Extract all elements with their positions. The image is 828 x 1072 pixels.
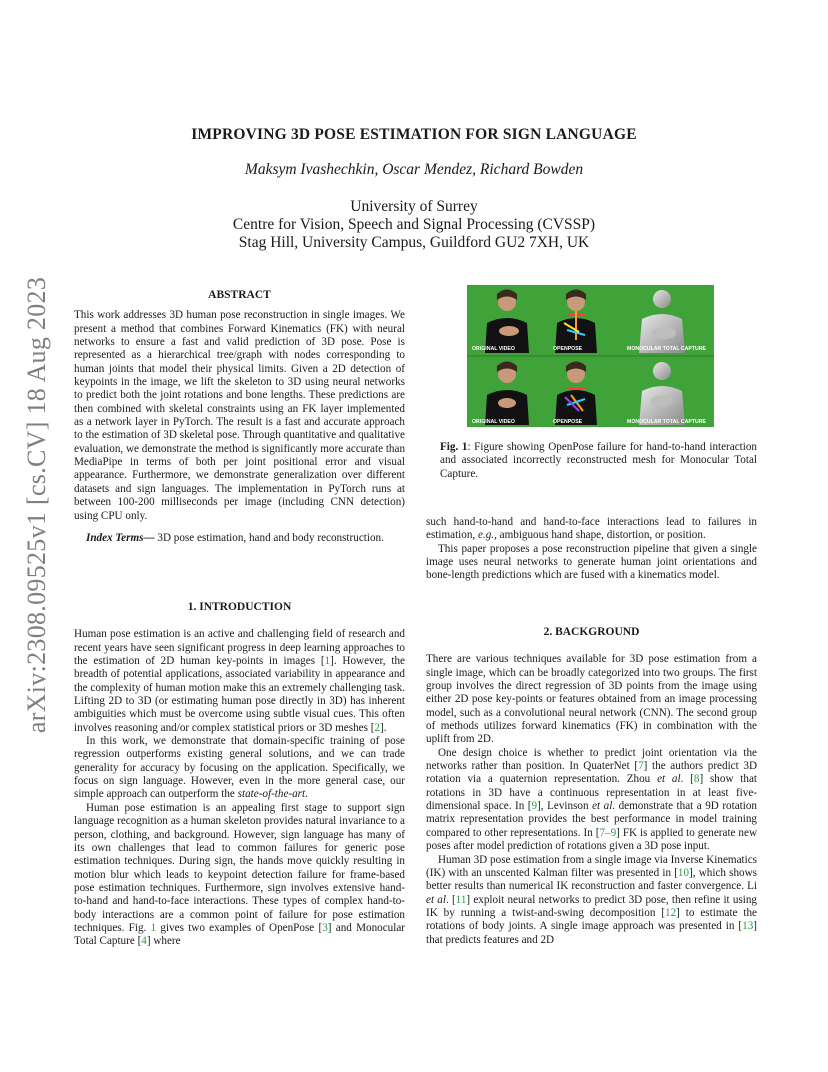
text-run: such hand-to-hand and hand-to-face interactions lead to failures in estimation, [426,516,757,542]
text-run: ]. However, the breadth of potential applications, associated variability in appearance and the complexity of human motion make this an extremely challenging task. Lifting 2D to 3D (or estimating human pose directly in 3D) has inherent ambiguities which must be overcome using subtle visual cues. This often involves reasoning and/or complex statistical priors or 3D meshes [ [74,655,405,734]
abstract-text: This work addresses 3D human pose reconstruction in single images. We present a method that combines Forward Kinematics (FK) with neural networks to ensure a fast and valid prediction of 3D pose. Pose is represented as a hierarchical tree/graph with nodes corresponding to human joints that model their physical limits. Given a 2D detection of keypoints in the image, we lift the skeleton to 3D using neural networks to predict both the joint rotations and bone lengths. These predictions are then combined with skeletal constraints using an FK layer implemented as a network layer in PyTorch. The result is a fast and accurate approach to the estimation of 3D skeletal pose. Through quantitative and qualitative evaluation, we demonstrate the method is significantly more accurate than MediaPipe in terms of both per joint positional error and visual appearance. Furthermore, we demonstrate generalization over different datasets and sign languages. The implementation in PyTorch runs at between 100-200 milliseconds per image (including CNN detection) using CPU only. [74,309,406,522]
text-run: Human pose estimation is an appealing first stage to support sign language recognition as a human skeleton provides natural invariance to a person, clothing, and background. However, sign language has many of its own challenges that lead to common failures for generic pose estimation techniques. During sign, the hands move quickly resulting in motion blur which leads to keypoint detection failure for frame-based pose estimation techniques. Furthermore, sign involves extensive hand-to-hand and hand-to-face interactions. These types of complex hand-to-body interactions are a common point of failure for pose estimation techniques. Fig. [74,801,405,934]
text-run: ] the authors predict 3D rotation via a quaternion representation. Zhou [426,760,757,786]
intro-paragraph [74,628,405,735]
text-run: One design choice is whether to predict joint orientation via the networks rather than position. In QuaterNet [ [426,746,757,773]
body-paragraph: This paper proposes a pose reconstruction pipeline that given a single image uses neural networks to generate human joint orientations and bone-length predictions which are fused with a kinematics model. [426,542,757,582]
text-run: ] exploit neural networks to predict 3D pose, then refine it using IK by running a twist-and-swing decomposition [ [426,893,758,919]
emphasis: et al [657,773,681,786]
figure-caption [440,441,757,481]
background-paragraph [426,747,757,854]
figure-1 [467,285,714,427]
background-section [426,626,757,947]
index-terms-label: Index Terms— [86,531,155,544]
abstract-heading: ABSTRACT [208,289,271,301]
label-openpose: OPENPOSE [553,346,583,352]
emphasis: et al [426,893,446,906]
label-monocular-total-capture: MONOCULAR TOTAL CAPTURE [627,346,706,352]
index-terms [74,532,405,545]
citation-link[interactable]: 4 [141,935,147,948]
text-run: . [ [680,773,694,786]
text-run: Human 3D pose estimation from a single image via Inverse Kinematics (IK) with an unscented Kalman filter was presented in [ [426,853,757,879]
citation-link[interactable]: 2 [374,721,380,734]
citation-link[interactable]: 8 [693,773,700,786]
citation-link[interactable]: 7 [638,760,644,773]
text-run: ] to estimate the rotations of body joints. A single image approach was presented in [ [426,906,757,933]
background-paragraph: There are various techniques available for 3D pose estimation from a single image, which can be broadly categorized into two groups. The first group involves the direct regression of 3D points from the image using either 2D pose key-points or features obtained from an image processing model, such as a convolutional neural network (CNN). The second group of methods utilizes forward kinematics (FK) in combination with the uplift from 2D. [426,653,757,746]
label-monocular-total-capture: MONOCULAR TOTAL CAPTURE [627,419,706,425]
citation-link[interactable]: 11 [455,893,467,906]
citation-link[interactable]: 10 [677,866,690,879]
affiliation [0,198,828,252]
text-run: . [ [445,893,456,906]
index-terms-text: 3D pose estimation, hand and body reconstruction. [154,531,384,544]
emphasis: et al [592,800,613,813]
text-run: ] that predicts features and 2D [426,920,757,946]
body-paragraph [426,516,757,543]
emphasis: e.g., [477,529,497,542]
right-column-top [426,516,757,583]
citation-link[interactable]: 12 [665,906,677,919]
emphasis: state-of-the-art [237,788,306,801]
text-run: . [305,788,308,801]
citation-link[interactable]: 9 [531,800,538,813]
affiliation-line: Stag Hill, University Campus, Guildford GU2 7XH, UK [238,234,590,251]
abstract-section [74,289,405,545]
text-run: ], which shows better results than numerical IK reconstruction and faster convergence. Li [426,866,757,893]
text-run: In this work, we demonstrate that domain-specific training of pose regression outperforms existing general solutions, and we can trade generality for accuracy by focusing on the application. Specifically, we focus on sign language. However, even in the more general case, our simple approach can outperform the [74,735,405,801]
text-run: ], Levinson [537,800,593,813]
intro-paragraph [74,802,405,949]
background-heading: 2. BACKGROUND [543,626,640,638]
citation-link[interactable]: 7–9 [599,826,617,839]
paper-title: IMPROVING 3D POSE ESTIMATION FOR SIGN LANGUAGE [191,126,637,143]
text-run: ]. [380,721,387,734]
figure-image [467,285,714,427]
text-run: ] show that rotations in 3D have a continuous representation in at least five-dimensional space. In [ [426,773,757,813]
text-run: ] and Monocular Total Capture [ [74,921,405,948]
arxiv-watermark [12,270,62,740]
introduction-section [74,601,405,949]
text-run: ] where [146,935,181,948]
text-run: . demonstrate that a 9D rotation matrix representation provides the best performance in model training compared to other representations. In [ [426,800,757,839]
text-run: ambiguous hand shape, distortion, or position. [496,529,706,542]
affiliation-line: University of Surrey [350,198,478,215]
label-openpose: OPENPOSE [553,419,583,425]
background-paragraph [426,854,757,947]
paper-authors: Maksym Ivashechkin, Oscar Mendez, Richard Bowden [244,161,584,178]
citation-link[interactable]: 13 [742,920,754,933]
citation-link[interactable]: 1 [324,655,331,668]
label-original-video: ORIGINAL VIDEO [472,419,515,425]
arxiv-id: arXiv:2308.09525v1 [cs.CV] 18 Aug 2023 [22,276,51,734]
label-original-video: ORIGINAL VIDEO [472,346,515,352]
intro-paragraph [74,735,405,802]
affiliation-line: Centre for Vision, Speech and Signal Processing (CVSSP) [232,216,596,233]
intro-heading: 1. INTRODUCTION [187,601,292,613]
text-run: ] FK is applied to generate new poses after model prediction of rotations given a 3D pose input. [426,826,757,853]
citation-link[interactable]: 3 [322,921,328,934]
text-run: Human pose estimation is an active and challenging field of research and recent years have seen significant progress in deep learning approaches to the estimation of 2D human key-points in images [ [74,628,405,668]
citation-link[interactable]: 1 [150,921,157,934]
text-run: gives two examples of OpenPose [ [156,921,323,934]
caption-text: : Figure showing OpenPose failure for hand-to-hand interaction and associated incorrectly reconstructed mesh for Monocular Total Capture. [440,441,757,480]
caption-label: Fig. 1 [440,441,468,453]
